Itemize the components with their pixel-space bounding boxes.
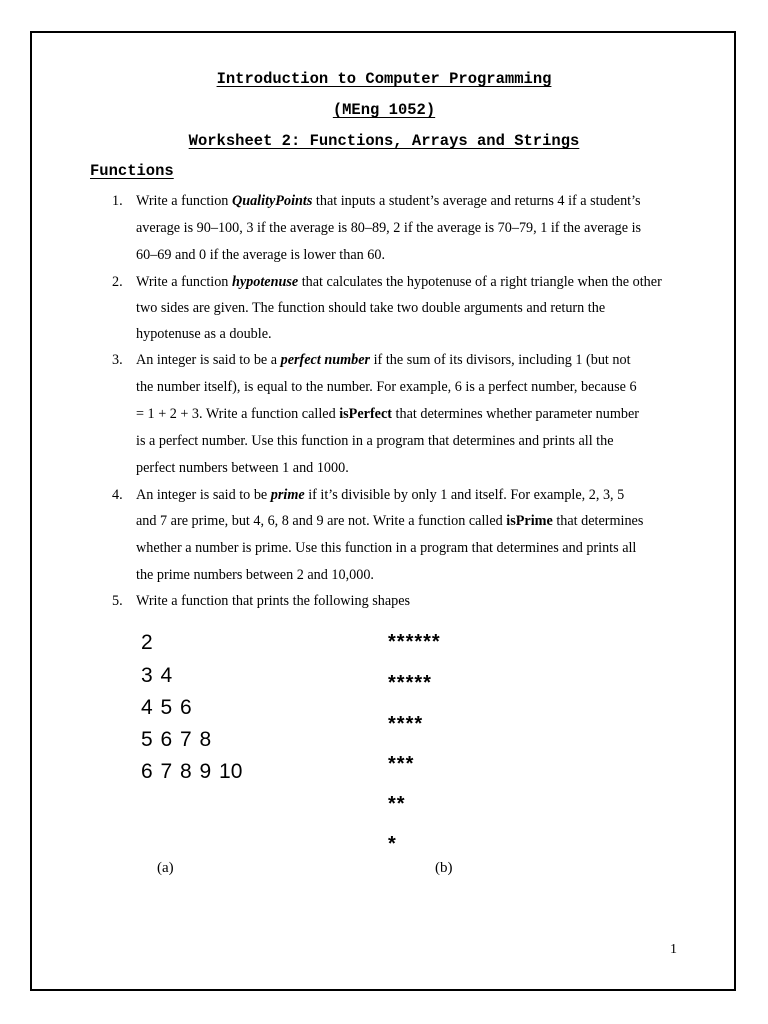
item-3-line-1: An integer is said to be a perfect number if the sum of its divisors, including 1 (but not: [136, 352, 631, 368]
item-1-line-2: average is 90–100, 3 if the average is 80–89, 2 if the average is 70–79, 1 if the average is: [136, 220, 642, 236]
item-3-line-4: is a perfect number. Use this function in a program that determines and prints all the: [136, 433, 614, 449]
item-number: 5.: [112, 593, 123, 609]
keyword-isprime: isPrime: [506, 513, 553, 529]
item-2-line-2: two sides are given. The function should take two double arguments and return the: [136, 300, 606, 316]
item-number: 2.: [112, 274, 123, 290]
shape-a-row: 3 4: [141, 664, 173, 687]
keyword-prime: prime: [270, 487, 305, 503]
item-1-line-3: 60–69 and 0 if the average is lower than 60.: [136, 247, 385, 263]
shape-a-row: 4 5 6: [141, 696, 192, 719]
keyword-perfect-number: perfect number: [280, 352, 371, 368]
shape-b-row: ****: [388, 713, 424, 735]
keyword-hypotenuse: hypotenuse: [231, 274, 299, 290]
shape-b-row: ******: [388, 631, 441, 653]
course-code: (MEng 1052): [332, 101, 436, 119]
item-1-line-1: Write a function QualityPoints that inputs a student’s average and returns 4 if a student’s: [136, 193, 641, 209]
shape-a-row: 2: [141, 631, 153, 654]
item-2-line-3: hypotenuse as a double.: [136, 326, 272, 342]
item-2-line-1: Write a function hypotenuse that calculates the hypotenuse of a right triangle when the other: [136, 274, 662, 290]
shape-b-row: *: [388, 833, 397, 855]
keyword-isperfect: isPerfect: [339, 406, 392, 422]
keyword-qualitypoints: QualityPoints: [231, 193, 313, 209]
item-4-line-2: and 7 are prime, but 4, 6, 8 and 9 are not. Write a function called isPrime that determines: [136, 513, 644, 529]
shape-b-row: *****: [388, 672, 432, 694]
item-3-line-5: perfect numbers between 1 and 1000.: [136, 460, 349, 476]
worksheet-title: Worksheet 2: Functions, Arrays and Strings: [188, 132, 580, 150]
item-4-line-3: whether a number is prime. Use this function in a program that determines and prints all: [136, 540, 637, 556]
item-5-line-1: Write a function that prints the following shapes: [136, 593, 411, 609]
shape-a-row: 5 6 7 8: [141, 728, 212, 751]
item-3-line-2: the number itself), is equal to the number. For example, 6 is a perfect number, because 6: [136, 379, 637, 395]
section-heading-functions: Functions: [90, 162, 174, 180]
shape-a-row: 6 7 8 9 10: [141, 760, 243, 783]
page-number: 1: [670, 942, 677, 957]
course-title: Introduction to Computer Programming: [216, 70, 552, 88]
item-number: 3.: [112, 352, 123, 368]
item-3-line-3: = 1 + 2 + 3. Write a function called isPerfect that determines whether parameter number: [136, 406, 639, 422]
item-number: 4.: [112, 487, 123, 503]
shape-b-row: ***: [388, 753, 415, 775]
item-4-line-1: An integer is said to be prime if it’s divisible by only 1 and itself. For example, 2, 3, 5: [136, 487, 625, 503]
item-number: 1.: [112, 193, 123, 209]
item-4-line-4: the prime numbers between 2 and 10,000.: [136, 567, 374, 583]
shape-b-caption: (b): [435, 860, 453, 876]
shape-b-row: **: [388, 793, 406, 815]
shape-a-caption: (a): [157, 860, 174, 876]
